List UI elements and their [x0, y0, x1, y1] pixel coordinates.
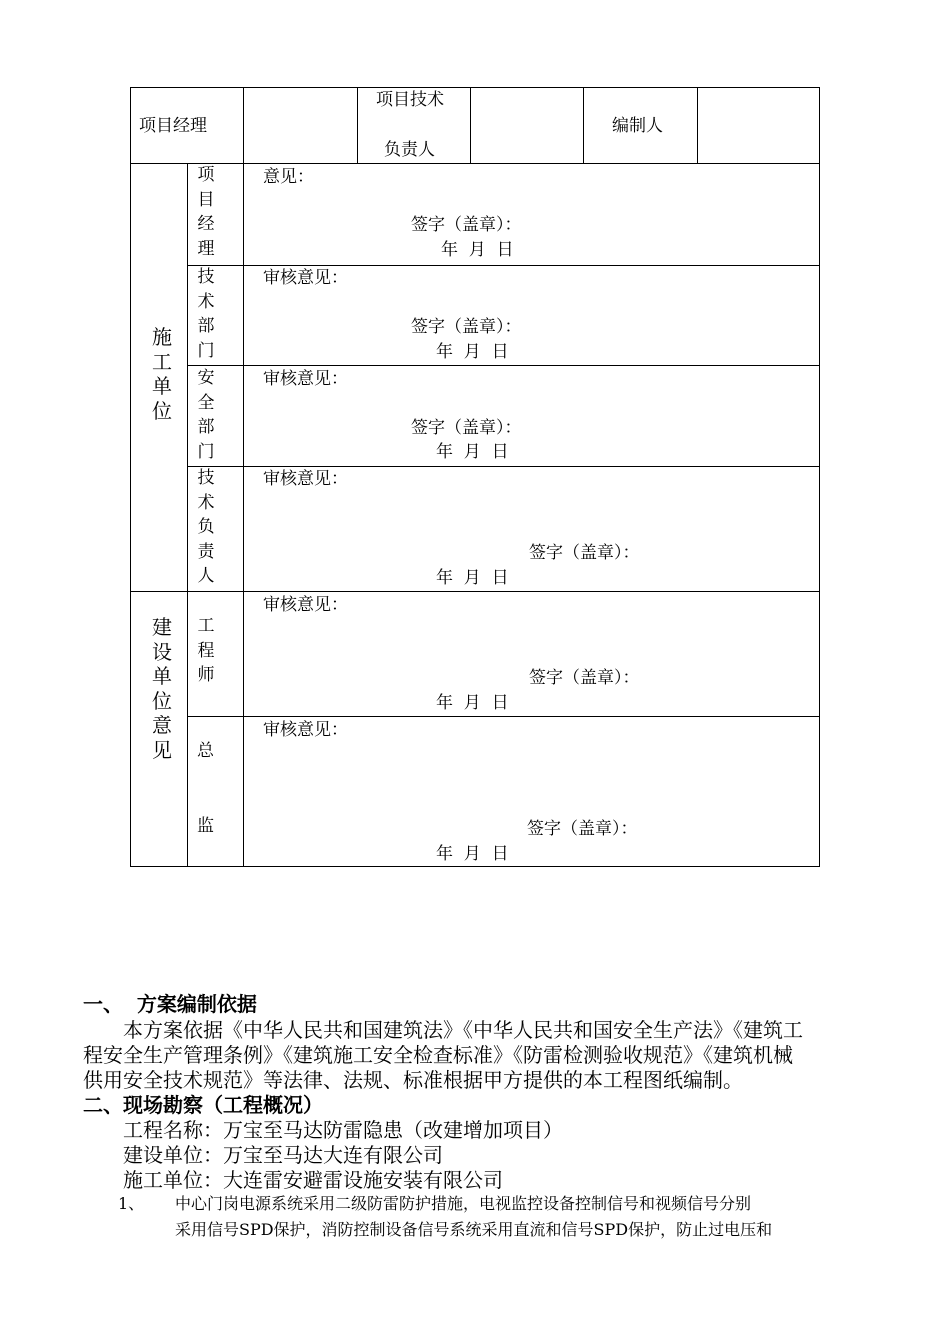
date-label: 年 月 日 — [436, 693, 509, 713]
date-label: 年 月 日 — [436, 568, 509, 588]
signature-label: 签字（盖章）： — [527, 819, 638, 839]
header-project-manager: 项目经理 — [139, 116, 207, 136]
signature-label: 签字（盖章）： — [411, 418, 522, 438]
construction-unit-label: 施工单位 — [152, 325, 172, 423]
date-label: 年 月 日 — [436, 844, 509, 864]
section1-line: 程安全生产管理条例》《建筑施工安全检查标准》《防雷检测验收规范》《建筑机械 — [83, 1043, 793, 1067]
opinion-label: 审核意见： — [263, 268, 348, 288]
table-border — [697, 87, 698, 164]
table-border — [819, 87, 820, 867]
section1-line: 供用安全技术规范》等法律、法规、标准根据甲方提供的本工程图纸编制。 — [83, 1068, 743, 1092]
date-label: 年 月 日 — [441, 240, 514, 260]
opinion-label: 审核意见： — [263, 720, 348, 740]
date-label: 年 月 日 — [436, 342, 509, 362]
table-border — [130, 87, 131, 867]
table-border — [187, 716, 820, 717]
owner-unit-label: 建设单位意见 — [152, 615, 172, 762]
header-tech-lead-line2: 负责人 — [384, 140, 435, 160]
role-safety-department: 安全部门 — [197, 368, 215, 462]
role-technical-lead: 技术负责人 — [197, 468, 215, 586]
section2-heading: 二、现场勘察（工程概况） — [83, 1093, 323, 1117]
section1-line: 本方案依据《中华人民共和国建筑法》《中华人民共和国安全生产法》《建筑工 — [123, 1018, 803, 1042]
item-line: 中心门岗电源系统采用二级防雷防护措施，电视监控设备控制信号和视频信号分别 — [175, 1194, 752, 1213]
table-border — [243, 87, 244, 867]
table-border — [187, 365, 820, 366]
table-border — [470, 87, 471, 164]
opinion-label: 意见： — [263, 167, 314, 187]
header-tech-lead-line1: 项目技术 — [376, 90, 444, 110]
date-label: 年 月 日 — [436, 442, 509, 462]
signature-label: 签字（盖章）： — [529, 543, 640, 563]
signature-label: 签字（盖章）： — [529, 668, 640, 688]
role-chief-supervisor-line2: 监 — [197, 816, 214, 836]
opinion-label: 审核意见： — [263, 469, 348, 489]
section1-heading: 一、 方案编制依据 — [83, 992, 257, 1016]
role-engineer: 工程师 — [197, 616, 215, 685]
item-line: 采用信号SPD保护，消防控制设备信号系统采用直流和信号SPD保护，防止过电压和 — [175, 1220, 773, 1239]
table-border — [357, 87, 358, 164]
opinion-label: 审核意见： — [263, 369, 348, 389]
role-project-manager: 项目经理 — [197, 165, 215, 259]
table-border — [130, 591, 820, 592]
header-compiler: 编制人 — [612, 116, 663, 136]
opinion-label: 审核意见： — [263, 595, 348, 615]
project-name: 工程名称：万宝至马达防雷隐患（改建增加项目） — [123, 1118, 563, 1142]
item-number: 1、 — [118, 1194, 145, 1213]
role-tech-department: 技术部门 — [197, 267, 215, 361]
table-border — [130, 163, 820, 164]
table-border — [130, 87, 820, 88]
role-chief-supervisor-line1: 总 — [197, 741, 214, 761]
table-border — [583, 87, 584, 164]
table-border — [130, 866, 820, 867]
table-border — [187, 163, 188, 867]
signature-label: 签字（盖章）： — [411, 317, 522, 337]
signature-label: 签字（盖章）： — [411, 215, 522, 235]
owner-unit: 建设单位：万宝至马达大连有限公司 — [123, 1143, 443, 1167]
contractor-unit: 施工单位：大连雷安避雷设施安装有限公司 — [123, 1168, 503, 1192]
